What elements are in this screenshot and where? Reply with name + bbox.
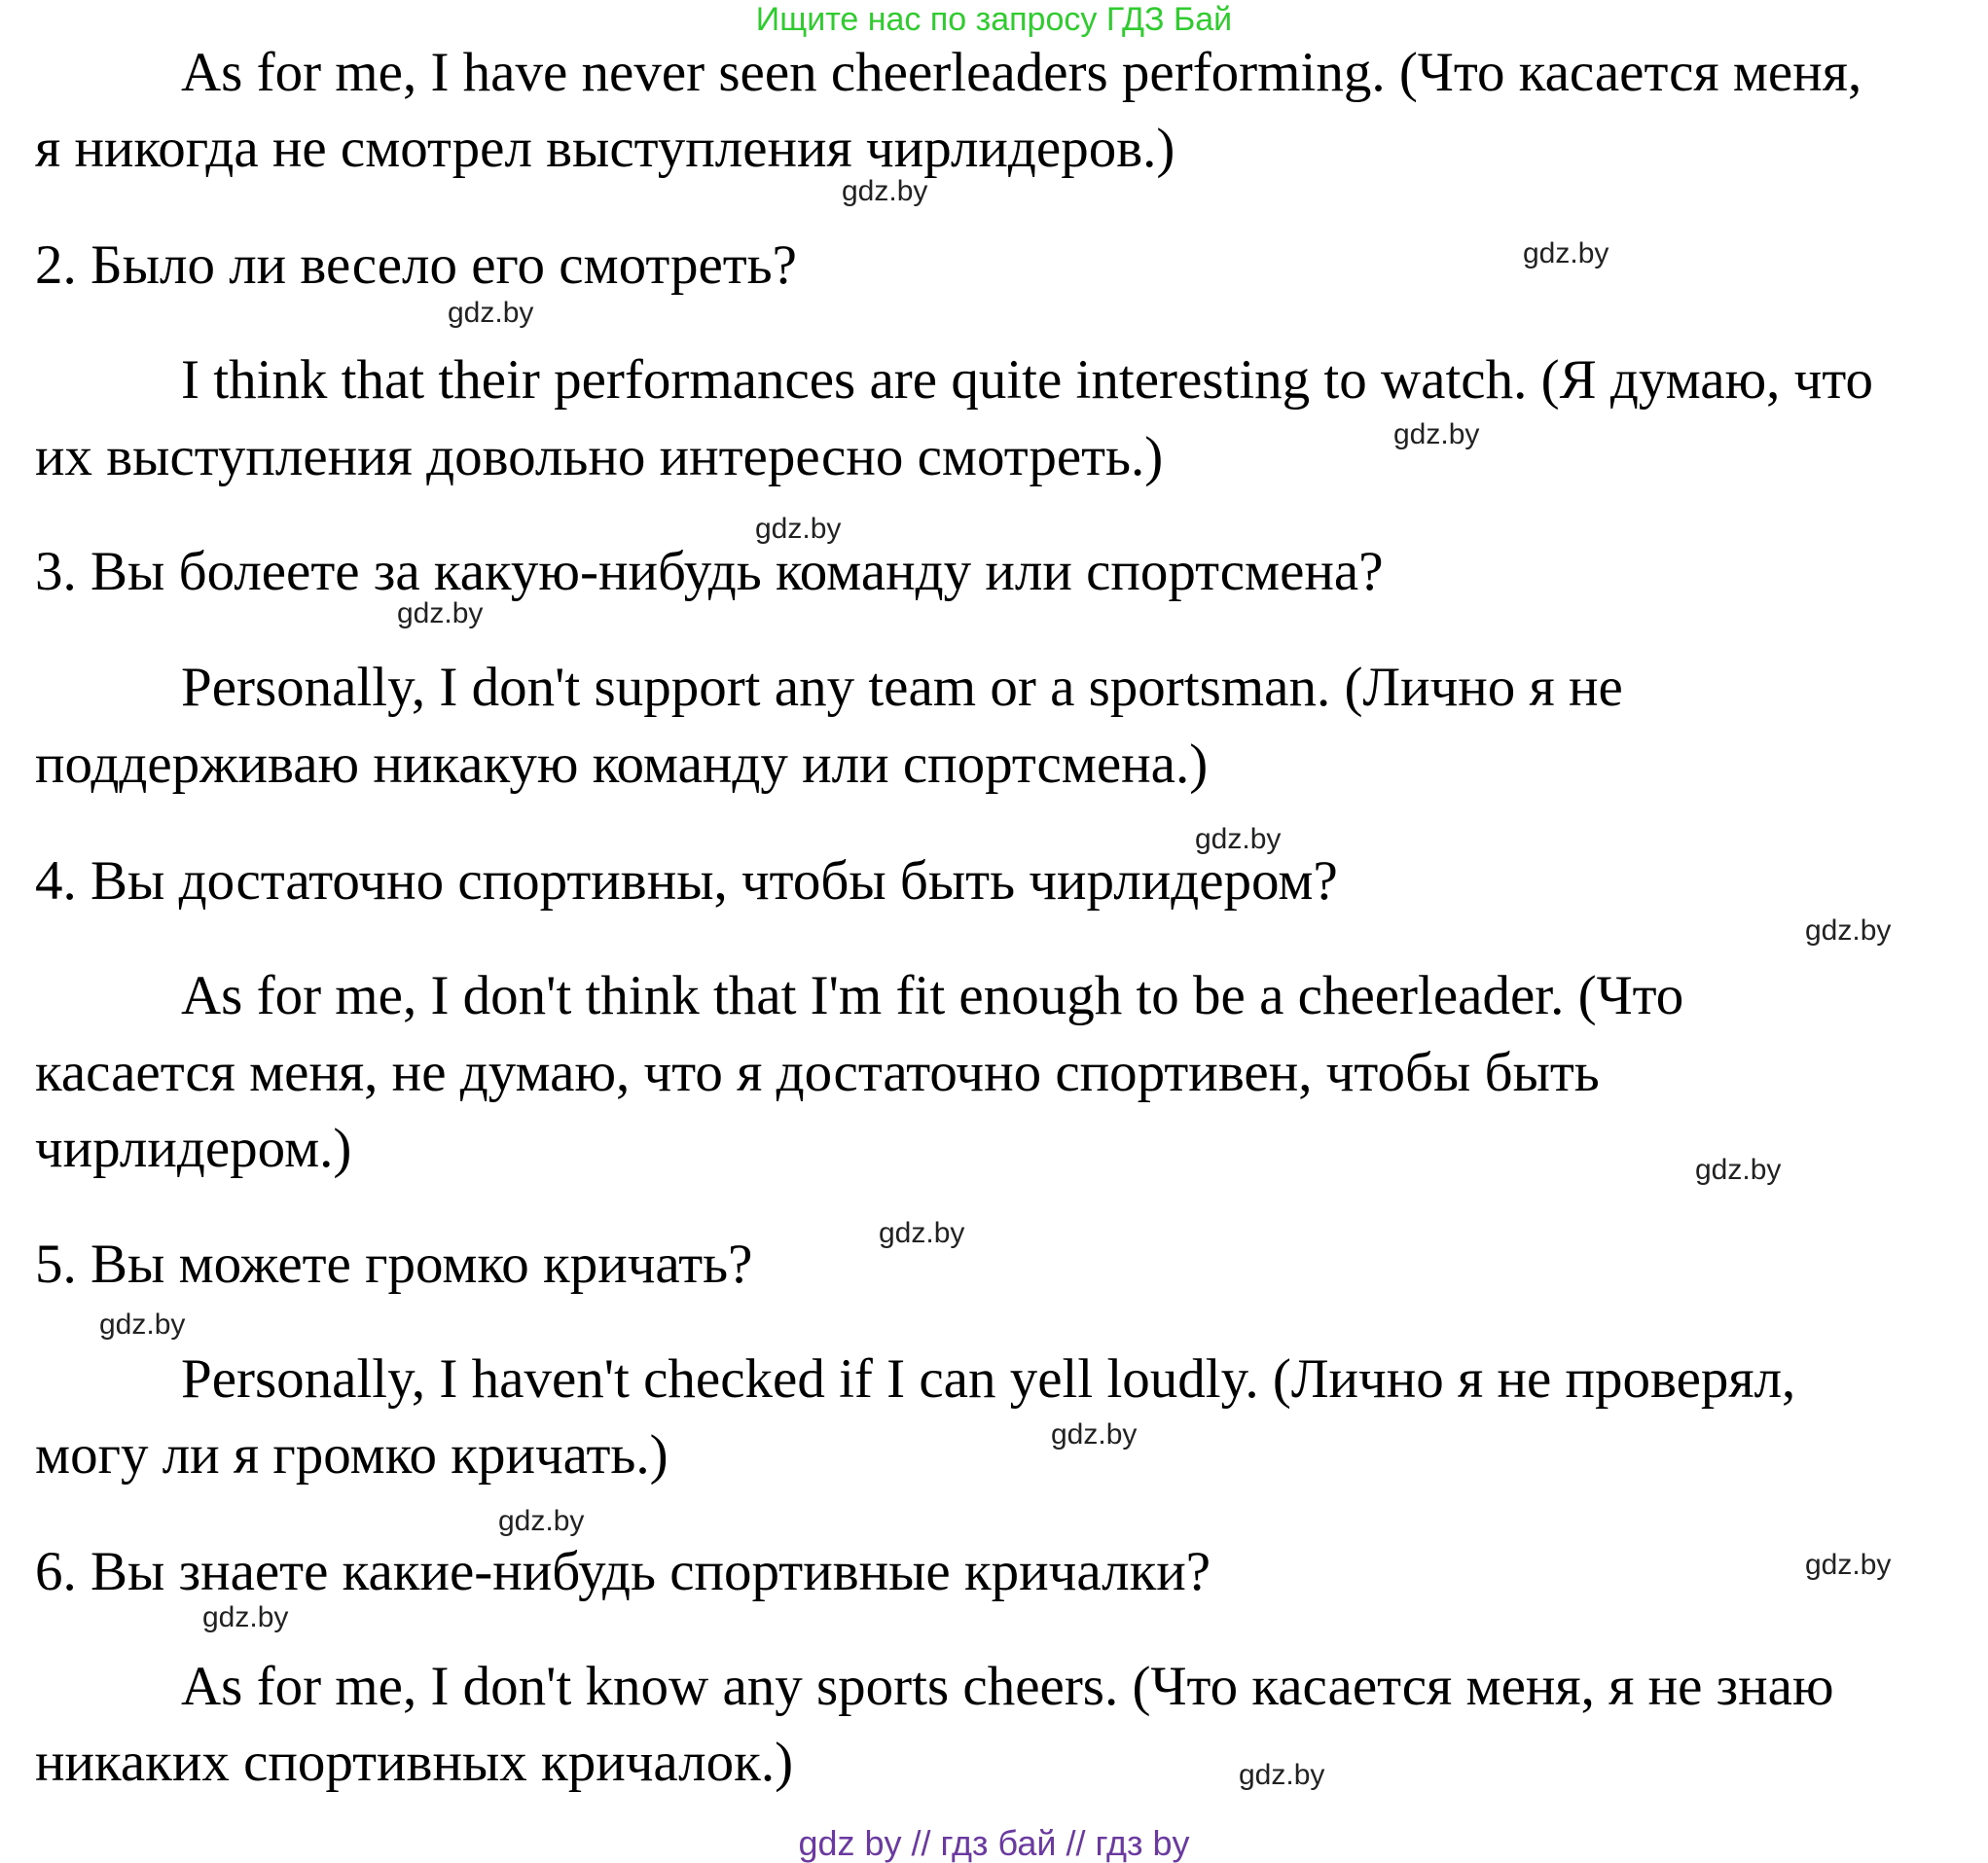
- answer-4-line-1: As for me, I don't think that I'm fit enough to be a cheerleader. (Что: [181, 965, 1684, 1026]
- watermark: gdz.by: [1239, 1759, 1325, 1791]
- answer-4-line-3: чирлидером.): [35, 1118, 352, 1179]
- watermark: gdz.by: [202, 1601, 289, 1633]
- question-6: 6. Вы знаете какие-нибудь спортивные кричалки?: [35, 1541, 1211, 1602]
- answer-3-line-2: поддерживаю никакую команду или спортсмена.): [35, 734, 1209, 795]
- answer-5-line-1: Personally, I haven't checked if I can yell loudly. (Лично я не проверял,: [181, 1348, 1796, 1410]
- watermark: gdz.by: [1195, 823, 1282, 855]
- watermark: gdz.by: [1523, 237, 1609, 269]
- question-3: 3. Вы болеете за какую-нибудь команду или спортсмена?: [35, 541, 1384, 602]
- answer-3-line-1: Personally, I don't support any team or a sportsman. (Лично я не: [181, 657, 1623, 718]
- answer-2-line-2: их выступления довольно интересно смотреть.): [35, 426, 1164, 487]
- question-4: 4. Вы достаточно спортивны, чтобы быть чирлидером?: [35, 850, 1338, 912]
- answer-5-line-2: могу ли я громко кричать.): [35, 1424, 669, 1486]
- watermark: gdz.by: [397, 597, 484, 629]
- watermark: gdz.by: [1805, 1549, 1892, 1581]
- watermark: gdz.by: [1051, 1418, 1138, 1451]
- answer-6-line-1: As for me, I don't know any sports cheers. (Что касается меня, я не знаю: [181, 1656, 1834, 1717]
- question-5: 5. Вы можете громко кричать?: [35, 1234, 753, 1295]
- watermark: gdz.by: [99, 1308, 186, 1341]
- watermark: gdz.by: [498, 1505, 585, 1537]
- watermark: gdz.by: [755, 513, 842, 545]
- watermark: gdz.by: [448, 297, 534, 329]
- question-2: 2. Было ли весело его смотреть?: [35, 234, 797, 296]
- answer-6-line-2: никаких спортивных кричалок.): [35, 1732, 794, 1793]
- watermark: gdz.by: [1393, 418, 1480, 450]
- watermark: gdz.by: [879, 1217, 965, 1249]
- top-banner: Ищите нас по запросу ГДЗ Бай: [755, 1, 1233, 38]
- answer-4-line-2: касается меня, не думаю, что я достаточно спортивен, чтобы быть: [35, 1042, 1600, 1103]
- answer-1-line-1: As for me, I have never seen cheerleaders performing. (Что касается меня,: [181, 42, 1862, 103]
- footer-links: gdz by // гдз бай // гдз by: [798, 1823, 1190, 1863]
- watermark: gdz.by: [842, 175, 928, 207]
- answer-1-line-2: я никогда не смотрел выступления чирлидеров.): [35, 118, 1175, 179]
- watermark: gdz.by: [1695, 1154, 1782, 1186]
- watermark: gdz.by: [1805, 914, 1892, 947]
- answer-2-line-1: I think that their performances are quite interesting to watch. (Я думаю, что: [181, 349, 1873, 411]
